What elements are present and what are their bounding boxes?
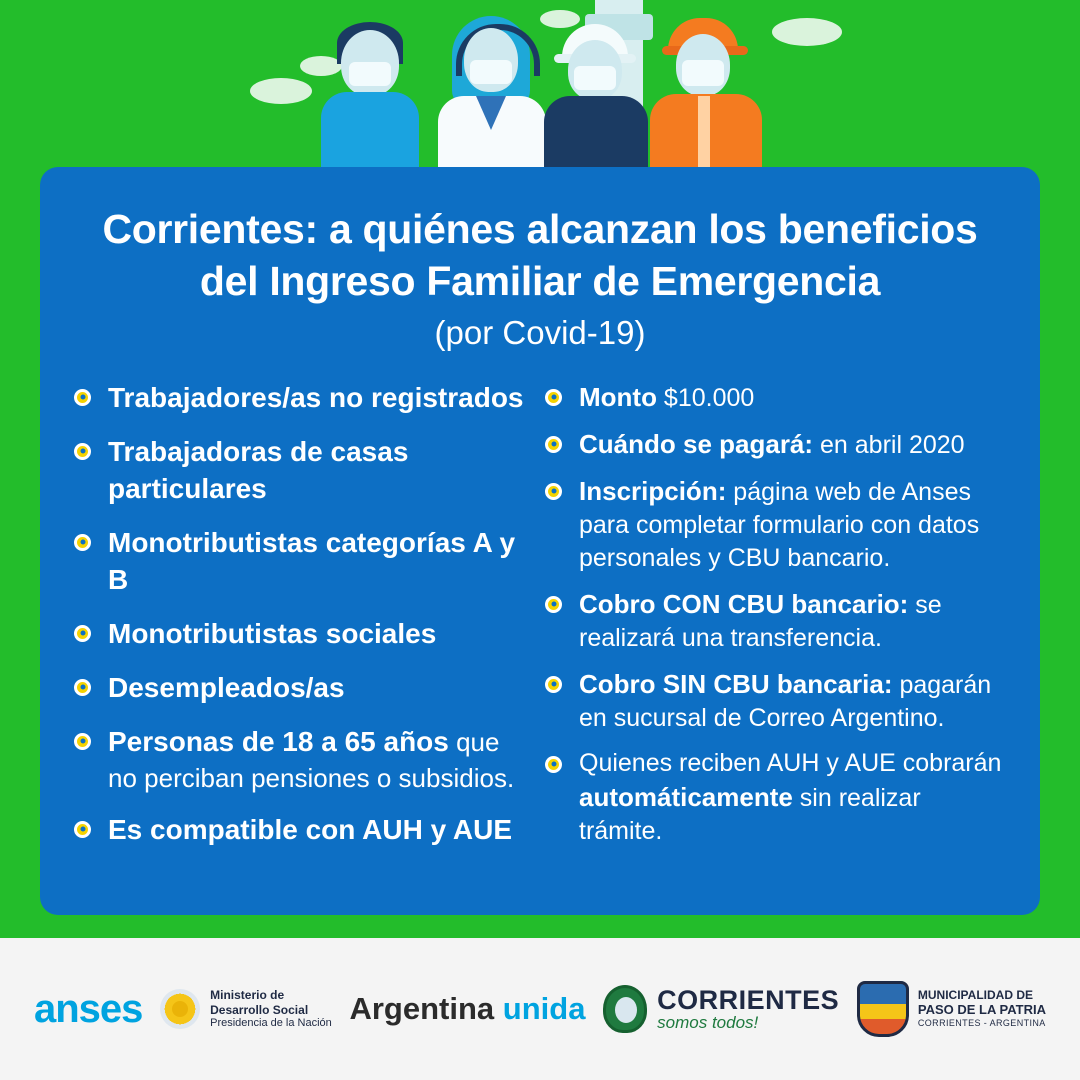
list-item — [545, 380, 1006, 415]
bullet-icon — [545, 676, 562, 693]
list-item-strong: Monotributistas categorías A y B — [108, 526, 516, 595]
logo-ministerio-desarrollo-social — [160, 988, 332, 1029]
list-item — [74, 525, 535, 599]
list-item — [74, 380, 535, 417]
corrientes-crest-icon — [603, 985, 647, 1033]
list-item-pre: Quienes reciben AUH y AUE cobrarán — [579, 748, 1002, 777]
bullet-icon — [74, 821, 91, 838]
list-item-strong: automáticamente — [579, 781, 793, 812]
list-item — [74, 434, 535, 508]
list-item-strong: Cobro SIN CBU bancaria: — [579, 668, 893, 699]
list-item-rest: $10.000 — [656, 383, 755, 412]
list-item-post: sin realizar trámite. — [579, 783, 921, 845]
bullet-icon — [74, 443, 91, 460]
list-item-strong: Monto — [579, 381, 657, 412]
municipality-shield-icon — [857, 981, 909, 1037]
unida-word: unida — [502, 991, 586, 1026]
list-item-strong: Personas de 18 a 65 años — [108, 725, 449, 757]
list-item-rest: pagarán en sucursal de Correo Argentino. — [579, 670, 992, 732]
ministerio-line-1: Ministerio de — [210, 988, 285, 1003]
bullet-icon — [545, 596, 562, 613]
muni-line-2: PASO DE LA PATRIA — [917, 1002, 1046, 1018]
ministerio-line-2: Desarrollo Social — [210, 1002, 309, 1017]
bullet-icon — [74, 679, 91, 696]
left-column — [74, 380, 535, 866]
bullet-icon — [545, 389, 562, 406]
list-item — [74, 616, 535, 653]
muni-line-1: MUNICIPALIDAD DE — [917, 988, 1033, 1003]
person-helmet-icon — [540, 0, 652, 175]
sun-of-may-icon — [160, 989, 200, 1029]
bullet-icon — [545, 756, 562, 773]
person-orange-worker-icon — [646, 0, 766, 175]
list-item-strong: Inscripción: — [579, 475, 727, 506]
list-item-rest: en abril 2020 — [813, 430, 965, 459]
list-item — [545, 667, 1006, 735]
footer-logo-bar — [0, 938, 1080, 1080]
corrientes-slogan: somos todos! — [657, 1013, 759, 1033]
list-item-strong: Trabajadores/as no registrados — [108, 381, 524, 413]
page-title — [40, 167, 1040, 308]
cloud-icon — [250, 78, 312, 104]
info-card — [40, 167, 1040, 915]
list-item-strong: Es compatible con AUH y AUE — [108, 813, 513, 845]
page-subtitle: (por Covid-19) — [434, 313, 646, 351]
bullet-icon — [545, 436, 562, 453]
logo-argentina-unida — [349, 991, 585, 1027]
list-item — [545, 747, 1006, 848]
list-item-strong: Cuándo se pagará: — [579, 428, 814, 459]
argentina-word: Argentina — [349, 991, 495, 1026]
list-item-rest: se realizará una transferencia. — [579, 590, 942, 652]
logo-municipalidad-paso-de-la-patria — [857, 981, 1046, 1037]
logo-corrientes — [603, 985, 839, 1033]
content-columns — [40, 352, 1040, 866]
corrientes-title: CORRIENTES — [657, 984, 840, 1015]
list-item-strong: Desempleados/as — [108, 671, 345, 703]
list-item-strong: Monotributistas sociales — [108, 617, 437, 649]
list-item — [545, 427, 1006, 462]
left-bullet-list — [74, 380, 535, 849]
list-item-strong: Trabajadoras de casas particulares — [108, 435, 409, 504]
list-item — [74, 812, 535, 849]
bullet-icon — [74, 534, 91, 551]
title-line-1: Corrientes: a quiénes alcanzan los beneficios — [102, 206, 978, 252]
cloud-icon — [772, 18, 842, 46]
header-illustration — [0, 0, 1080, 175]
logo-anses: anses — [34, 986, 143, 1031]
list-item-rest: página web de Anses para completar formulario con datos personales y CBU bancario. — [579, 477, 980, 572]
bullet-icon — [74, 733, 91, 750]
title-line-2: del Ingreso Familiar de Emergencia — [199, 258, 881, 305]
bullet-icon — [74, 625, 91, 642]
person-call-center-icon — [432, 0, 552, 175]
person-worker-icon — [315, 0, 425, 175]
right-column — [545, 380, 1006, 866]
list-item — [545, 587, 1006, 655]
list-item-strong: Cobro CON CBU bancario: — [579, 588, 909, 619]
list-item — [74, 670, 535, 707]
list-item — [545, 474, 1006, 575]
bullet-icon — [545, 483, 562, 500]
bullet-icon — [74, 389, 91, 406]
list-item — [74, 724, 535, 795]
list-item-rest: que no perciban pensiones o subsidios. — [108, 726, 515, 793]
muni-line-3: CORRIENTES - ARGENTINA — [917, 1018, 1046, 1029]
ministerio-line-3: Presidencia de la Nación — [210, 1016, 332, 1029]
right-bullet-list — [545, 380, 1006, 848]
